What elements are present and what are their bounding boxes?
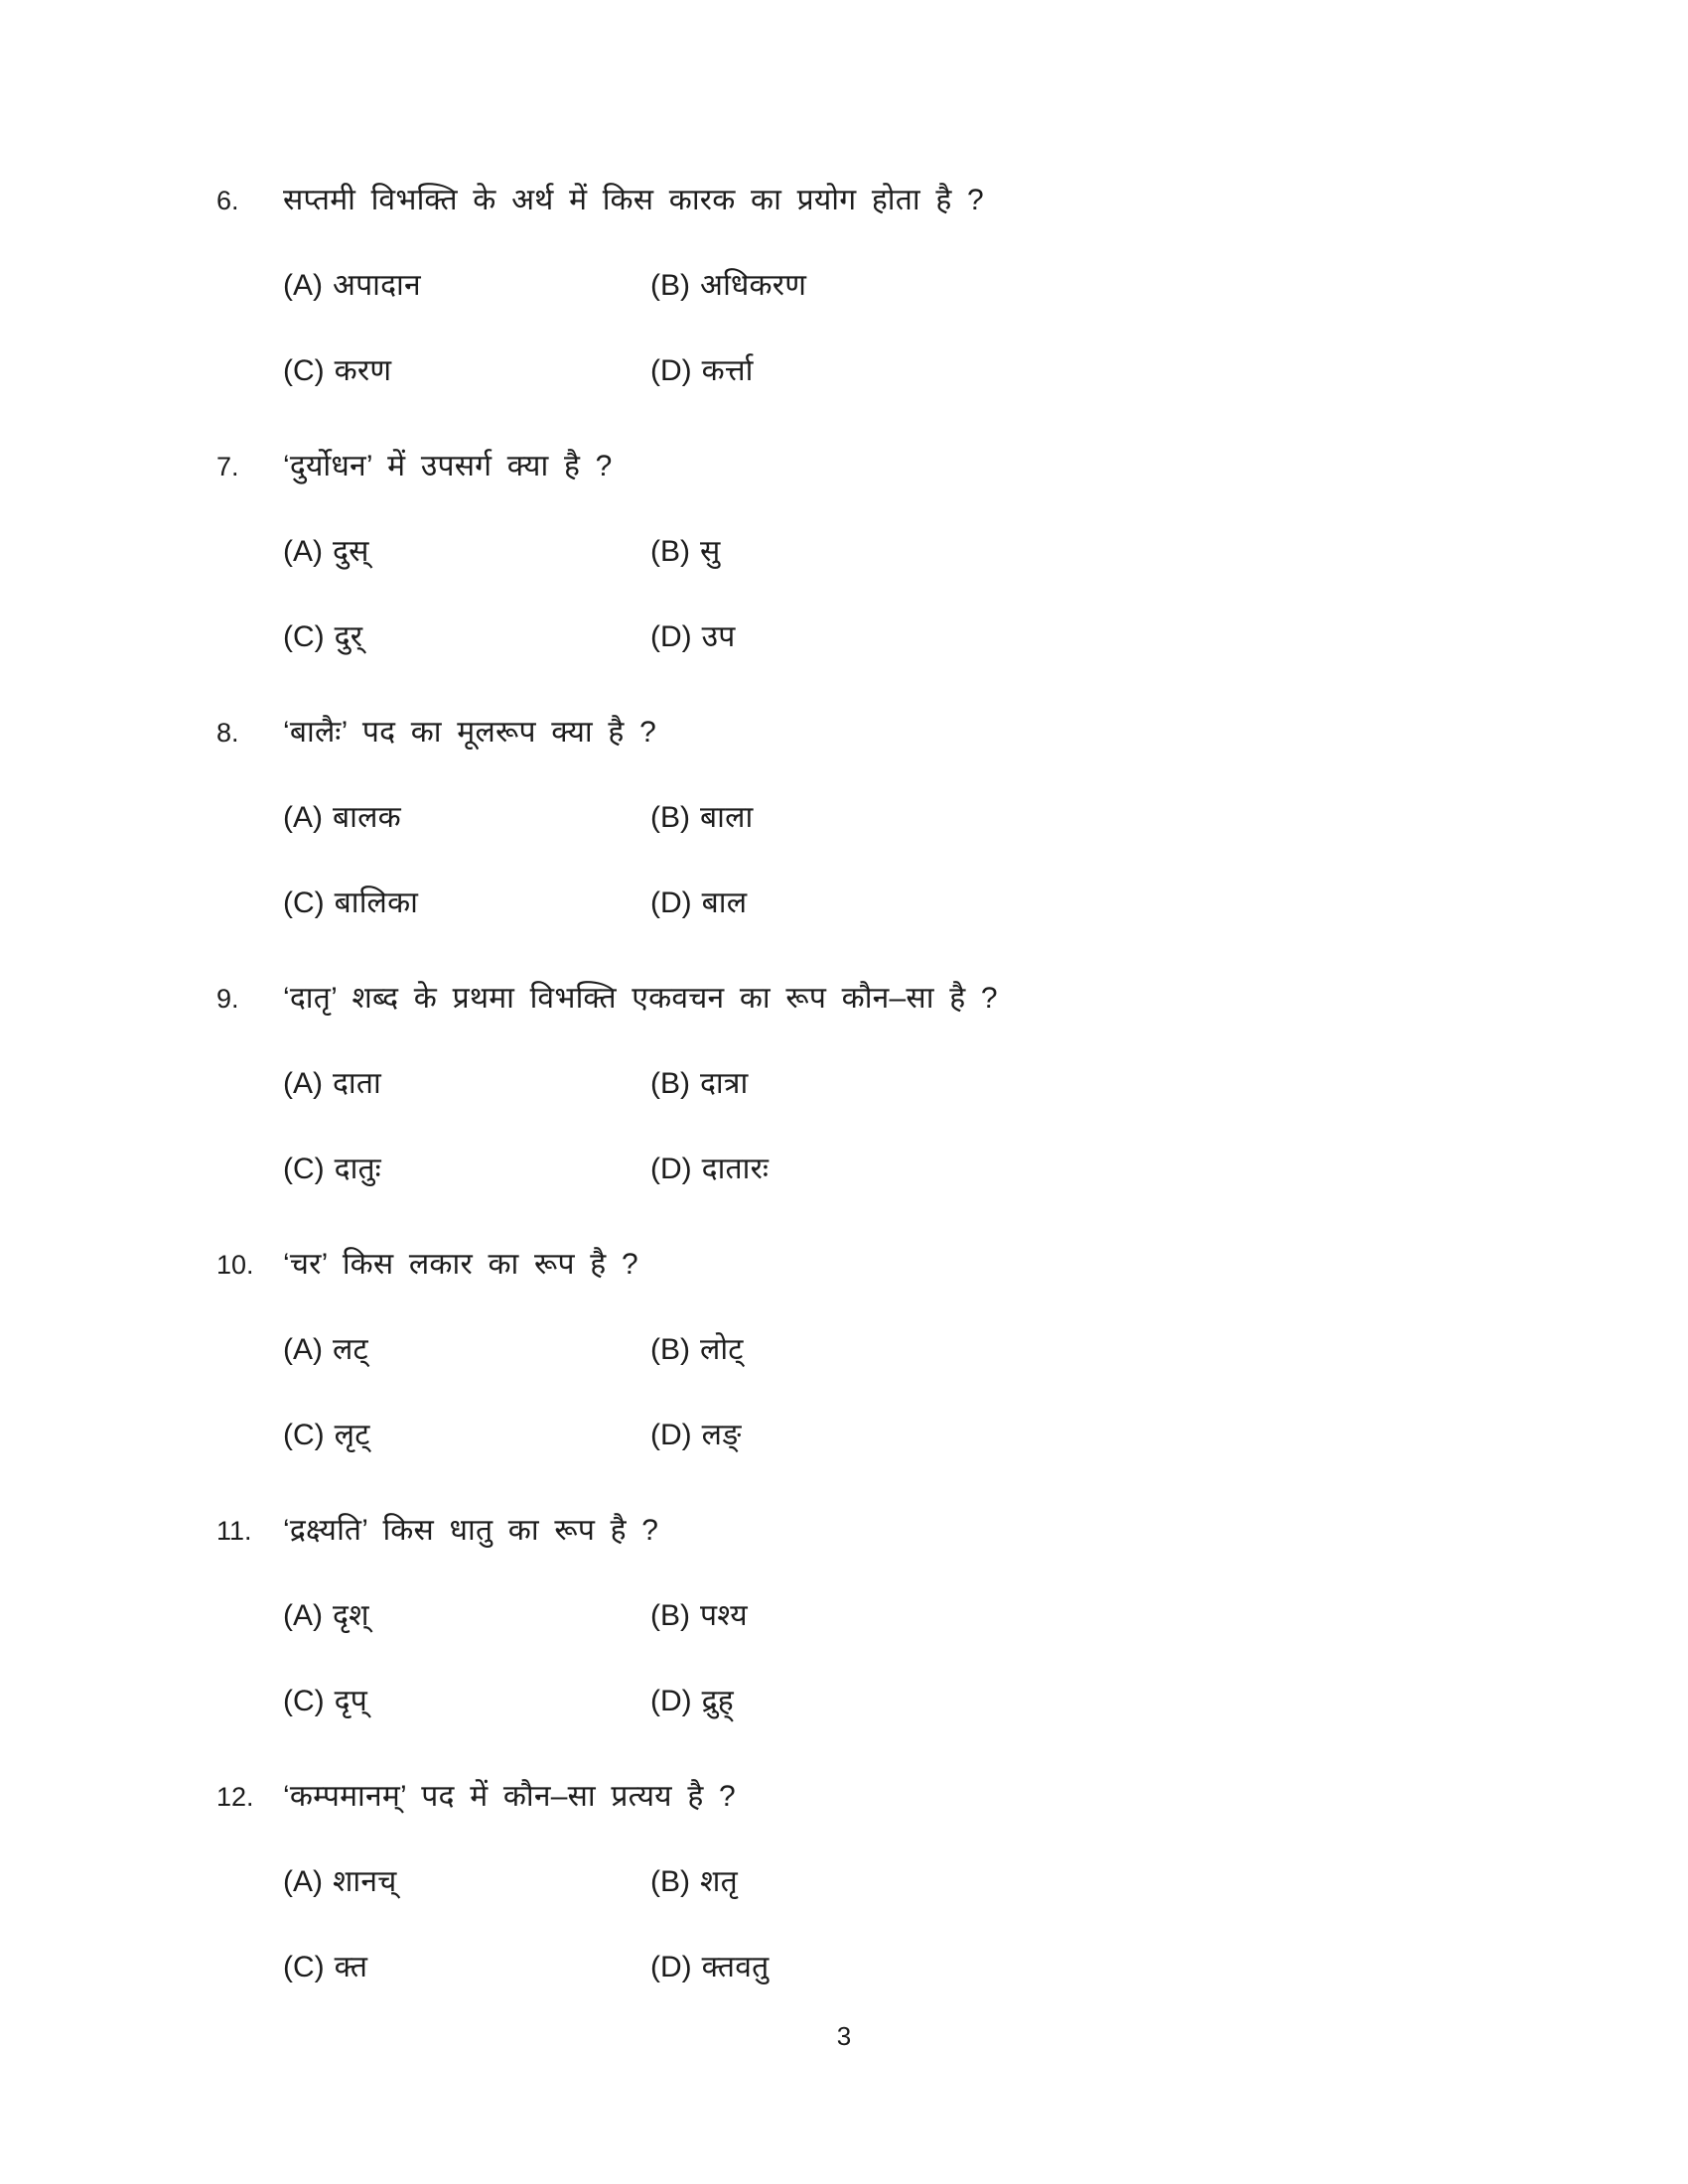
option-row: [283, 1417, 1529, 1454]
option-d: [650, 618, 1529, 656]
option-label: (C): [283, 1153, 325, 1185]
question-block: [216, 1512, 1529, 1720]
option-label: (C): [283, 354, 325, 387]
option-label: (A): [283, 1067, 323, 1100]
option-label: (C): [283, 887, 325, 919]
question-text: ‘दातृ’ शब्द के प्रथमा विभक्ति एकवचन का रूप कौन–सा है ?: [283, 982, 998, 1015]
option-d: [650, 1949, 1529, 1986]
option-row: [283, 352, 1529, 390]
option-text: दातुः: [334, 1153, 381, 1185]
question-number: 11.: [216, 1516, 252, 1546]
option-label: (B): [650, 1865, 690, 1898]
option-text: बालक: [333, 801, 401, 834]
option-a: [283, 1597, 650, 1635]
option-label: (A): [283, 1333, 323, 1366]
question-number: 9.: [216, 984, 239, 1014]
question-text: सप्तमी विभक्ति के अर्थ में किस कारक का प्रयोग होता है ?: [283, 184, 984, 216]
question-block: [216, 714, 1529, 922]
question-number: 10.: [216, 1250, 254, 1280]
option-d: [650, 1151, 1529, 1188]
question-text: ‘दुर्योधन’ में उपसर्ग क्या है ?: [283, 450, 613, 482]
question-block: [216, 980, 1529, 1188]
option-label: (B): [650, 801, 690, 834]
option-text: दुर्: [334, 620, 363, 653]
option-text: अधिकरण: [700, 269, 807, 302]
option-text: क्तवतु: [701, 1951, 770, 1983]
option-label: (A): [283, 1599, 323, 1632]
option-label: (B): [650, 1333, 690, 1366]
question-line: [216, 1246, 1529, 1284]
option-label: (C): [283, 1419, 325, 1451]
option-d: [650, 1417, 1529, 1454]
option-b: [650, 1331, 1529, 1369]
question-text: ‘चर’ किस लकार का रूप है ?: [283, 1248, 638, 1281]
option-text: पश्य: [700, 1599, 748, 1632]
option-label: (C): [283, 1951, 325, 1983]
question-line: [216, 448, 1529, 485]
option-text: बाला: [700, 801, 754, 834]
question-text: ‘बालैः’ पद का मूलरूप क्या है ?: [283, 716, 656, 749]
option-text: लट्: [333, 1333, 368, 1366]
option-text: लोट्: [700, 1333, 744, 1366]
option-text: बाल: [701, 887, 748, 919]
option-label: (D): [650, 1153, 692, 1185]
option-text: दुस्: [333, 535, 369, 568]
question-number: 6.: [216, 186, 239, 215]
question-number: 12.: [216, 1782, 254, 1812]
option-text: कर्त्ता: [701, 354, 754, 387]
question-line: [216, 714, 1529, 751]
option-b: [650, 533, 1529, 571]
option-row: [283, 799, 1529, 837]
option-text: करण: [334, 354, 392, 387]
option-a: [283, 1065, 650, 1103]
option-row: [283, 1863, 1529, 1901]
option-text: लङ्: [701, 1419, 742, 1451]
option-a: [283, 1331, 650, 1369]
option-label: (B): [650, 535, 690, 568]
option-row: [283, 885, 1529, 922]
option-row: [283, 533, 1529, 571]
option-d: [650, 1683, 1529, 1720]
option-row: [283, 1065, 1529, 1103]
option-c: [283, 352, 650, 390]
option-c: [283, 1683, 650, 1720]
option-label: (C): [283, 1685, 325, 1717]
option-text: दातारः: [701, 1153, 770, 1185]
option-text: दाता: [333, 1067, 381, 1100]
question-line: [216, 182, 1529, 219]
question-line: [216, 1512, 1529, 1550]
option-a: [283, 533, 650, 571]
option-label: (D): [650, 354, 692, 387]
question-block: [216, 1246, 1529, 1454]
question-text: ‘कम्पमानम्’ पद में कौन–सा प्रत्यय है ?: [283, 1780, 736, 1813]
question-block: [216, 448, 1529, 656]
option-row: [283, 1151, 1529, 1188]
option-row: [283, 1683, 1529, 1720]
question-line: [216, 1778, 1529, 1816]
option-label: (A): [283, 269, 323, 302]
option-text: शतृ: [700, 1865, 738, 1898]
option-row: [283, 1597, 1529, 1635]
option-d: [650, 352, 1529, 390]
option-row: [283, 267, 1529, 305]
option-text: उप: [701, 620, 736, 653]
question-text: ‘द्रक्ष्यति’ किस धातु का रूप है ?: [283, 1514, 659, 1547]
option-c: [283, 1949, 650, 1986]
option-text: अपादान: [333, 269, 421, 302]
option-text: शानच्: [333, 1865, 397, 1898]
page-number: 3: [836, 2021, 852, 2051]
question-line: [216, 980, 1529, 1018]
option-text: बालिका: [334, 887, 419, 919]
question-block: [216, 182, 1529, 390]
option-row: [283, 1331, 1529, 1369]
option-c: [283, 1151, 650, 1188]
option-a: [283, 1863, 650, 1901]
option-text: दृप्: [334, 1685, 368, 1717]
option-label: (A): [283, 801, 323, 834]
option-label: (B): [650, 1067, 690, 1100]
option-label: (D): [650, 1951, 692, 1983]
option-c: [283, 885, 650, 922]
option-label: (D): [650, 1685, 692, 1717]
option-label: (D): [650, 620, 692, 653]
option-b: [650, 1863, 1529, 1901]
option-d: [650, 885, 1529, 922]
option-row: [283, 618, 1529, 656]
option-a: [283, 799, 650, 837]
option-a: [283, 267, 650, 305]
option-b: [650, 1597, 1529, 1635]
option-c: [283, 1417, 650, 1454]
option-c: [283, 618, 650, 656]
question-number: 7.: [216, 452, 239, 481]
option-label: (A): [283, 535, 323, 568]
option-text: सु: [700, 535, 721, 568]
option-text: दृश्: [333, 1599, 369, 1632]
option-row: [283, 1949, 1529, 1986]
option-text: द्रुह्: [701, 1685, 734, 1717]
option-text: लृट्: [334, 1419, 370, 1451]
question-number: 8.: [216, 718, 239, 748]
option-text: क्त: [334, 1951, 368, 1983]
option-label: (B): [650, 269, 690, 302]
option-b: [650, 799, 1529, 837]
option-label: (D): [650, 1419, 692, 1451]
option-label: (D): [650, 887, 692, 919]
option-label: (B): [650, 1599, 690, 1632]
option-label: (A): [283, 1865, 323, 1898]
option-b: [650, 1065, 1529, 1103]
option-label: (C): [283, 620, 325, 653]
question-block: [216, 1778, 1529, 1986]
option-b: [650, 267, 1529, 305]
option-text: दात्रा: [700, 1067, 749, 1100]
